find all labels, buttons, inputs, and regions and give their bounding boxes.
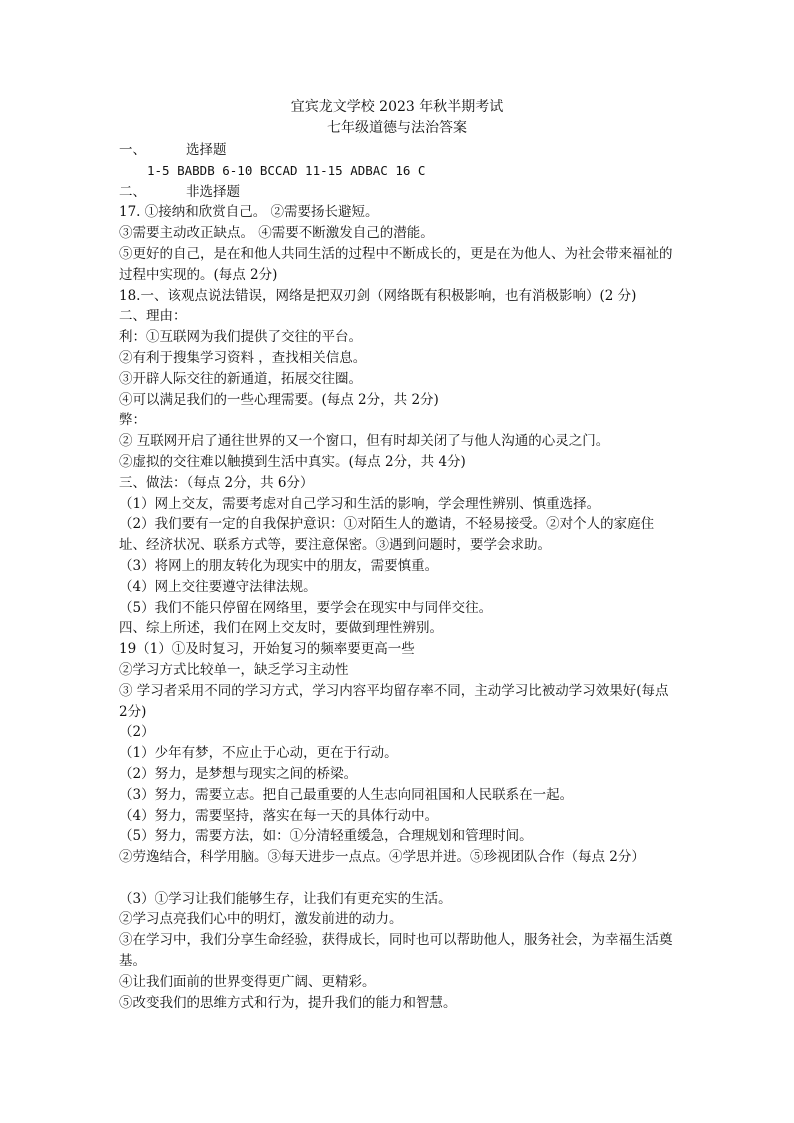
- q19-line: （3）努力，需要立志。把自己最重要的人生志向同祖国和人民联系在一起。: [119, 786, 574, 803]
- section-heading-nonchoice: [119, 182, 679, 203]
- section-heading-choice: [119, 140, 679, 161]
- q17-line: 17. ①接纳和欣赏自己。 ②需要扬长避短。: [119, 204, 379, 221]
- q19-line: （2）: [119, 724, 155, 741]
- q18-line: （3）将网上的朋友转化为现实中的朋友，需要慎重。: [119, 557, 439, 574]
- q18-line: ③开辟人际交往的新通道，拓展交往圈。: [119, 370, 362, 387]
- q18-line: 弊：: [119, 412, 146, 429]
- q19-line: （2）努力，是梦想与现实之间的桥梁。: [119, 765, 358, 782]
- section-title: 选择题: [186, 142, 227, 158]
- q19-line: （5）努力，需要方法，如：①分清轻重缓急，合理规划和管理时间。: [119, 828, 533, 845]
- q18-line: （5）我们不能只停留在网络里，要学会在现实中与同伴交往。: [119, 599, 493, 616]
- q19-line: （4）努力，需要坚持，落实在每一天的具体行动中。: [119, 807, 439, 824]
- answer-body: [119, 140, 679, 1013]
- q19-line: ③在学习中，我们分享生命经验，获得成长，同时也可以帮助他人，服务社会，为幸福生活奠基。: [119, 932, 673, 970]
- section-number: 一、: [119, 142, 146, 158]
- q19-line: （1）少年有梦，不应止于心动，更在于行动。: [119, 745, 398, 762]
- q18-line: 四、综上所述，我们在网上交友时，要做到理性辨别。: [119, 620, 443, 637]
- q19-line: ③ 学习者采用不同的学习方式，学习内容平均留存率不同，主动学习比被动学习效果好(每点 2分): [119, 682, 669, 720]
- q18-line: 利：①互联网为我们提供了交往的平台。: [119, 329, 362, 346]
- q17-line: ⑤更好的自己，是在和他人共同生活的过程中不断成长的，更是在为他人、为社会带来福祉的过程中实现的。(每点 2分): [119, 245, 673, 283]
- q18-line: 三、做法：（每点 2分，共 6分）: [119, 474, 314, 491]
- section-title: 非选择题: [186, 183, 240, 200]
- document-title: 宜宾龙文学校 2023 年秋半期考试: [290, 99, 504, 115]
- q18-line: 18.一、该观点说法错误，网络是把双刃剑（网络既有积极影响，也有消极影响）(2 分): [119, 287, 637, 304]
- choice-answers: 1-5 BABDB 6-10 BCCAD 11-15 ADBAC 16 C: [147, 162, 426, 178]
- q19-line: （3）①学习让我们能够生存，让我们有更充实的生活。: [119, 890, 452, 907]
- q17-line: ③需要主动改正缺点。 ④需要不断激发自己的潜能。: [119, 225, 434, 242]
- q18-line: ②虚拟的交往难以触摸到生活中真实。(每点 2分，共 4分): [119, 453, 466, 470]
- q18-line: ② 互联网开启了通往世界的又一个窗口，但有时却关闭了与他人沟通的心灵之门。: [119, 433, 610, 450]
- q19-line: ②学习方式比较单一，缺乏学习主动性: [119, 661, 349, 678]
- q18-line: （1）网上交友，需要考虑对自己学习和生活的影响，学会理性辨别、慎重选择。: [119, 495, 601, 512]
- q19-line: ⑤改变我们的思维方式和行为，提升我们的能力和智慧。: [119, 994, 457, 1011]
- section-number: 二、: [119, 183, 146, 200]
- blank-spacer: [119, 868, 679, 889]
- q19-line: ②学习点亮我们心中的明灯，激发前进的动力。: [119, 911, 403, 928]
- q18-line: （2）我们要有一定的自我保护意识：①对陌生人的邀请，不轻易接受。②对个人的家庭住址、经济状况、联系方式等，要注意保密。③遇到问题时，要学会求助。: [119, 516, 655, 554]
- q19-line: ④让我们面前的世界变得更广阔、更精彩。: [119, 973, 376, 990]
- q18-line: （4）网上交往要遵守法律法规。: [119, 578, 317, 595]
- q18-line: 二、理由：: [119, 308, 187, 325]
- q19-line: ②劳逸结合，科学用脑。③每天进步一点点。④学思并进。⑤珍视团队合作（每点 2分）: [119, 849, 645, 866]
- q18-line: ④可以满足我们的一些心理需要。(每点 2分，共 2分): [119, 391, 439, 408]
- document-subtitle: 七年级道德与法治答案: [327, 120, 467, 136]
- q18-line: ②有利于搜集学习资料 ，查找相关信息。: [119, 349, 367, 366]
- q19-line: 19（1）①及时复习，开始复习的频率要更高一些: [119, 641, 415, 658]
